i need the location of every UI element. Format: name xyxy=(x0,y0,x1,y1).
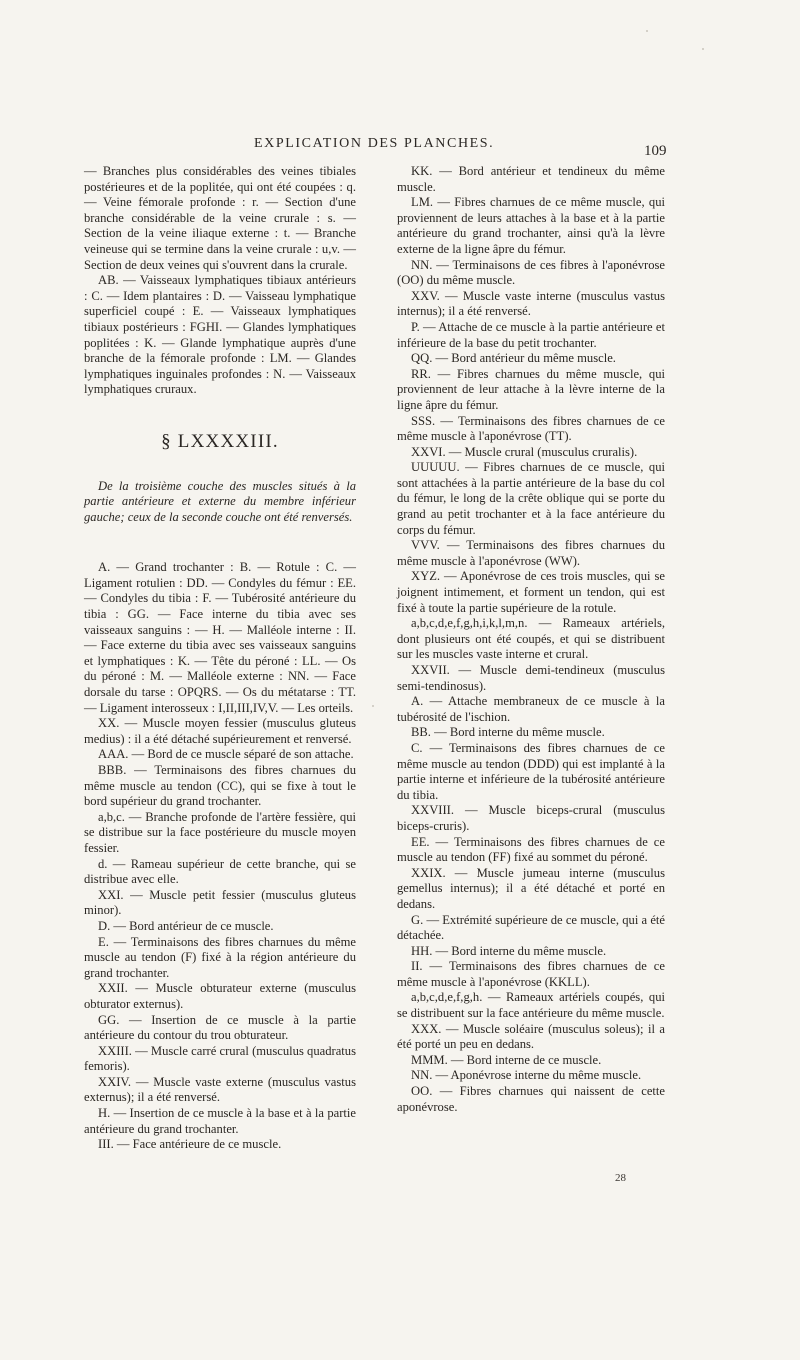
paragraph: II. — Terminaisons des fibres charnues de ce même muscle à l'aponévrose (KKLL). xyxy=(397,959,665,989)
paper-speck xyxy=(646,30,648,32)
paragraph: a,b,c. — Branche profonde de l'artère fessière, qui se distribue sur la face postérieure du muscle moyen fessier. xyxy=(84,809,356,855)
section-heading: § LXXXXIII. xyxy=(161,430,279,452)
paper-speck xyxy=(702,48,704,50)
paragraph: XXII. — Muscle obturateur externe (musculus obturator externus). xyxy=(84,981,356,1011)
paragraph: XX. — Muscle moyen fessier (musculus gluteus medius) : il a été détaché supérieurement et renversé. xyxy=(84,716,356,746)
paragraph: D. — Bord antérieur de ce muscle. xyxy=(98,918,274,933)
paragraph: XYZ. — Aponévrose de ces trois muscles, qui se joignent intimement, et forment un tendon, qui est fixé à toute la partie supérieure de la rotule. xyxy=(397,569,665,615)
paragraph: BB. — Bord interne du même muscle. xyxy=(411,725,605,740)
paragraph: LM. — Fibres charnues de ce même muscle, qui proviennent de leurs attaches à la base et à la partie antérieure du grand trochanter, ainsi qu'à la lèvre externe de la ligne âpre du fémur. xyxy=(397,195,665,256)
paragraph: HH. — Bord interne du même muscle. xyxy=(411,943,607,958)
signature-mark: 28 xyxy=(615,1172,626,1184)
paragraph: AB. — Vaisseaux lymphatiques tibiaux antérieurs : C. — Idem plantaires : D. — Vaisseau lymphatique superficiel coupé : E. — Vaisseaux lymphatiques tibiaux postérieurs : FGHI. — Glandes lymphatiques poplitées : K. — Glande lymphatique auprès d'une branche de la fémorale profonde : LM. — Glandes lymphatiques inguinales profondes : N. — Vaisseaux lymphatiques cruraux. xyxy=(84,273,356,397)
paragraph: G. — Extrémité supérieure de ce muscle, qui a été détachée. xyxy=(397,912,665,943)
paragraph: d. — Rameau supérieur de cette branche, qui se distribue avec elle. xyxy=(84,856,356,887)
paragraph: SSS. — Terminaisons des fibres charnues de ce même muscle à l'aponévrose (TT). xyxy=(397,413,665,444)
paragraph: XXVIII. — Muscle biceps-crural (musculus biceps-cruris). xyxy=(397,803,665,833)
paragraph: XXIX. — Muscle jumeau interne (musculus gemellus internus); il a été détaché et porté en dedans. xyxy=(397,865,665,911)
paragraph: a,b,c,d,e,f,g,h. — Rameaux artériels coupés, qui se distribuent sur la face antérieure du même muscle. xyxy=(397,990,665,1021)
paragraph: AAA. — Bord de ce muscle séparé de son attache. xyxy=(98,747,354,762)
paragraph: RR. — Fibres charnues du même muscle, qui proviennent de leur attache à la lèvre interne de la ligne âpre du fémur. xyxy=(397,366,665,412)
paragraph: A. — Grand trochanter : B. — Rotule : C. — Ligament rotulien : DD. — Condyles du fémur : EE. — Condyles du tibia : F. — Tubérosité antérieure du tibia : GG. — Face interne du tibia avec ses vaisseaux sanguins : — H. — Malléole interne : II. — Face externe du tibia avec ses vaisseaux sanguins et lymphatiques : K. — Tête du péroné : LL. — Os du péroné : M. — Malléole externe : NN. — Face dorsale du tarse : OPQRS. — Os du métatarse : TT. — Ligament interosseux : I,II,III,IV,V. — Les orteils. xyxy=(84,560,356,715)
paragraph: MMM. — Bord interne de ce muscle. xyxy=(411,1052,602,1067)
paragraph: XXX. — Muscle soléaire (musculus soleus); il a été porté un peu en dedans. xyxy=(397,1021,665,1052)
paragraph: UUUUU. — Fibres charnues de ce muscle, qui sont attachées à la partie antérieure de la base du col du fémur, le long de la crête oblique qui se porte du grand au petit trochanter et à la face antérieure du corps du fémur. xyxy=(397,460,665,537)
paragraph: KK. — Bord antérieur et tendineux du même muscle. xyxy=(397,164,665,194)
paragraph: BBB. — Terminaisons des fibres charnues du même muscle au tendon (CC), qui se fixe à tout le bord supérieur du grand trochanter. xyxy=(84,763,356,809)
paragraph: OO. — Fibres charnues qui naissent de cette aponévrose. xyxy=(397,1084,665,1114)
paragraph: NN. — Aponévrose interne du même muscle. xyxy=(411,1068,642,1083)
paragraph: QQ. — Bord antérieur du même muscle. xyxy=(411,351,616,366)
paragraph: P. — Attache de ce muscle à la partie antérieure et inférieure de la base du petit trochanter. xyxy=(397,319,665,350)
paragraph: A. — Attache membraneux de ce muscle à la tubérosité de l'ischion. xyxy=(397,694,665,724)
paragraph: XXV. — Muscle vaste interne (musculus vastus internus); il a été renversé. xyxy=(397,288,665,319)
paragraph: C. — Terminaisons des fibres charnues de ce même muscle au tendon (DDD) qui est implanté à la partie interne et inférieure de la tubérosité antérieure du tibia. xyxy=(397,740,665,802)
paragraph: XXI. — Muscle petit fessier (musculus gluteus minor). xyxy=(84,887,356,918)
paragraph: — Branches plus considérables des veines tibiales postérieures et de la poplitée, qui ont été coupées : q. — Veine fémorale profonde : r. — Section d'une branche considérable de la veine crurale : s. — Section de la veine iliaque externe : t. — Branche veineuse qui se termine dans la veine crurale : u,v. — Section de deux veines qui s'ouvrent dans la crurale. xyxy=(84,164,356,272)
paragraph: a,b,c,d,e,f,g,h,i,k,l,m,n. — Rameaux artériels, dont plusieurs ont été coupés, et qui se distribuent sur les muscles vaste interne et crural. xyxy=(397,616,665,662)
paragraph: VVV. — Terminaisons des fibres charnues du même muscle à l'aponévrose (WW). xyxy=(397,538,665,568)
section-subtitle: De la troisième couche des muscles situés à la partie antérieure et externe du membre inférieur gauche; ceux de la seconde couche ont été renversés. xyxy=(84,478,356,524)
page-number: 109 xyxy=(644,143,667,159)
paragraph: XXIII. — Muscle carré crural (musculus quadratus femoris). xyxy=(84,1043,356,1074)
running-title: EXPLICATION DES PLANCHES. xyxy=(254,136,495,151)
paragraph: XXVII. — Muscle demi-tendineux (musculus semi-tendinosus). xyxy=(397,663,665,693)
paragraph: E. — Terminaisons des fibres charnues du même muscle au tendon (F) fixé à la région antérieure du grand trochanter. xyxy=(84,934,356,980)
paragraph: III. — Face antérieure de ce muscle. xyxy=(98,1137,282,1152)
right-column xyxy=(397,164,665,1115)
paragraph: XXVI. — Muscle crural (musculus cruralis). xyxy=(411,444,638,459)
paragraph: EE. — Terminaisons des fibres charnues de ce muscle au tendon (FF) fixé au sommet du péroné. xyxy=(397,834,665,865)
left-column xyxy=(84,164,356,1153)
paragraph: H. — Insertion de ce muscle à la base et à la partie antérieure du grand trochanter. xyxy=(84,1106,356,1136)
paragraph: NN. — Terminaisons de ces fibres à l'aponévrose (OO) du même muscle. xyxy=(397,257,665,288)
paragraph: XXIV. — Muscle vaste externe (musculus vastus externus); il a été renversé. xyxy=(84,1074,356,1105)
paper-speck xyxy=(372,705,374,707)
paragraph: GG. — Insertion de ce muscle à la partie antérieure du contour du trou obturateur. xyxy=(84,1012,356,1043)
